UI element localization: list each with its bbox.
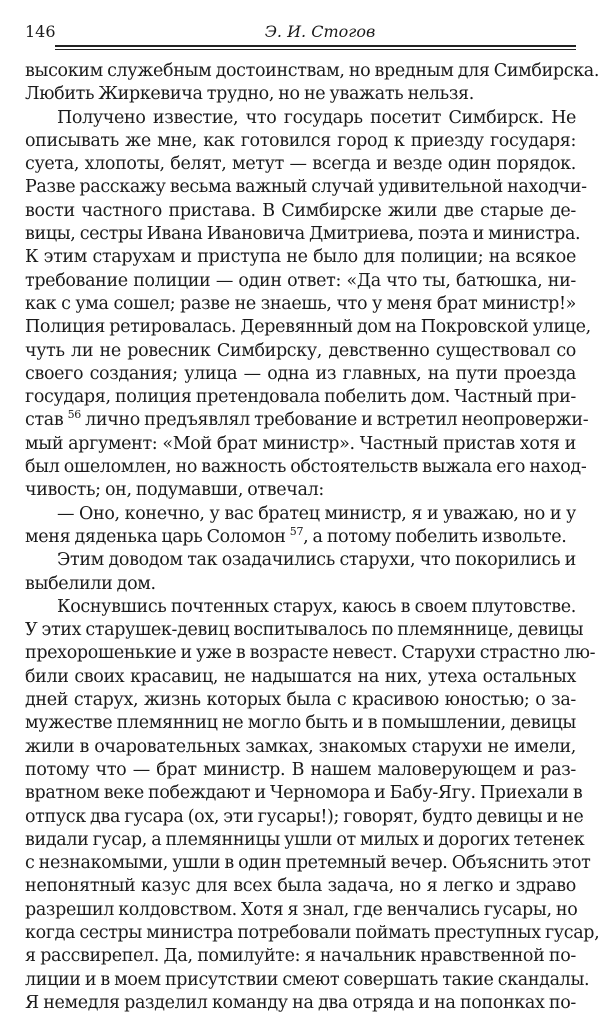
text-line: отпуск два гусара (ох, эти гусары!); говорят, будто девицы и не bbox=[25, 806, 584, 827]
text-line: били своих красавиц, не надышатся на них, утеха остальных bbox=[25, 666, 576, 687]
footnote-ref[interactable]: 56 bbox=[67, 408, 81, 422]
text-segment: , а потому побелить извольте. bbox=[303, 526, 567, 547]
text-line: требование полиции — один ответ: «Да что ты, батюшка, ни- bbox=[25, 270, 576, 291]
running-head: Э. И. Стогов bbox=[264, 22, 376, 41]
text-line: Этим доводом так озадачились старухи, что покорились и bbox=[57, 550, 576, 571]
text-line: выбелили дом. bbox=[25, 573, 156, 594]
text-line: У этих старушек-девиц воспитывалось по племяннице, девицы bbox=[25, 620, 584, 641]
text-line: когда сестры министра потребовали поймать преступных гусар, bbox=[25, 922, 600, 943]
text-line: видали гусар, а племянницы ушли от милых и дорогих тетенек bbox=[25, 829, 585, 850]
text-line: своего создания; улица — одна из главных, на пути проезда bbox=[25, 363, 576, 384]
text-line: жили в очаровательных замках, знакомых старухи не имели, bbox=[25, 736, 576, 757]
text-line: дней старух, жизнь которых была с красивою юностью; о за- bbox=[25, 690, 576, 711]
text-line: чивость; он, подумавши, отвечал: bbox=[25, 480, 324, 501]
text-line: высоким служебным достоинствам, но вредным для Симбирска. bbox=[25, 61, 600, 81]
text-line: лиции и в моем присутствии смеют совершать такие скандалы. bbox=[25, 969, 590, 990]
text-line: Получено известие, что государь посетит Симбирск. Не bbox=[57, 107, 576, 128]
text-line: мужестве племянниц не могло быть и в помышлении, девицы bbox=[25, 713, 576, 734]
text-line: с незнакомыми, ушли в один претемный вечер. Объяснить этот bbox=[25, 853, 591, 874]
text-line: прехорошенькие и уже в возрасте невест. Старухи страстно лю- bbox=[25, 643, 596, 664]
text-line: Разве расскажу весьма важный случай удивительной находчи- bbox=[25, 177, 587, 198]
text-line: Полиция ретировалась. Деревянный дом на Покровской улице, bbox=[25, 317, 591, 338]
text-line: непонятный казус для всех была задача, но я легко и здраво bbox=[25, 876, 576, 897]
text-line: Я немедля разделил команду на два отряда и на попонках по- bbox=[25, 992, 576, 1013]
text-line: Любить Жиркевича трудно, но не уважать нельзя. bbox=[25, 84, 474, 105]
text-line: я рассвирепел. Да, помилуйте: я начальник нравственной по- bbox=[25, 946, 576, 967]
text-line: Коснувшись почтенных старух, каюсь в своем плутовстве. bbox=[57, 596, 576, 617]
text-line: мый аргумент: «Мой брат министр». Частный пристав хотя и bbox=[25, 433, 576, 454]
text-line: — Оно, конечно, у вас братец министр, я и уважаю, но и у bbox=[57, 503, 576, 524]
text-line: разрешил колдовством. Хотя я знал, где венчались гусары, но bbox=[25, 899, 578, 920]
text-line: описывать же мне, как готовился город к приезду государя: bbox=[25, 130, 576, 151]
text-line: потому что — брат министр. В нашем маловерующем и раз- bbox=[25, 759, 576, 780]
text-segment: меня дяденька царь Соломон bbox=[25, 526, 286, 547]
text-line: как с ума сошел; разве не знаешь, что у меня брат министр!» bbox=[25, 293, 576, 314]
text-line: К этим старухам и приступа не было для полиции; на всякое bbox=[25, 247, 576, 268]
footnote-ref[interactable]: 57 bbox=[289, 524, 304, 538]
body-text bbox=[25, 60, 600, 1015]
text-line: вицы, сестры Ивана Ивановича Дмитриева, поэта и министра. bbox=[25, 224, 581, 245]
page-number: 146 bbox=[25, 22, 56, 41]
text-line: вратном веке побеждают и Черномора и Бабу-Ягу. Приехали в bbox=[25, 783, 583, 804]
header-rule bbox=[55, 45, 576, 50]
text-segment: став bbox=[25, 410, 64, 431]
text-line: государя, полиция претендовала побелить дом. Частный при- bbox=[25, 387, 576, 408]
text-line bbox=[25, 408, 589, 432]
text-line: суета, хлопоты, белят, метут — всегда и везде один порядок. bbox=[25, 154, 576, 175]
text-line bbox=[25, 526, 576, 549]
text-segment: лично предъявлял требование и встретил неопровержи- bbox=[85, 410, 589, 431]
text-line: чуть ли не ровесник Симбирску, девственно существовал со bbox=[25, 340, 576, 361]
text-line: вости частного пристава. В Симбирске жили две старые де- bbox=[25, 200, 576, 221]
text-line: был ошеломлен, но важность обстоятельств выжала его наход- bbox=[25, 457, 587, 478]
